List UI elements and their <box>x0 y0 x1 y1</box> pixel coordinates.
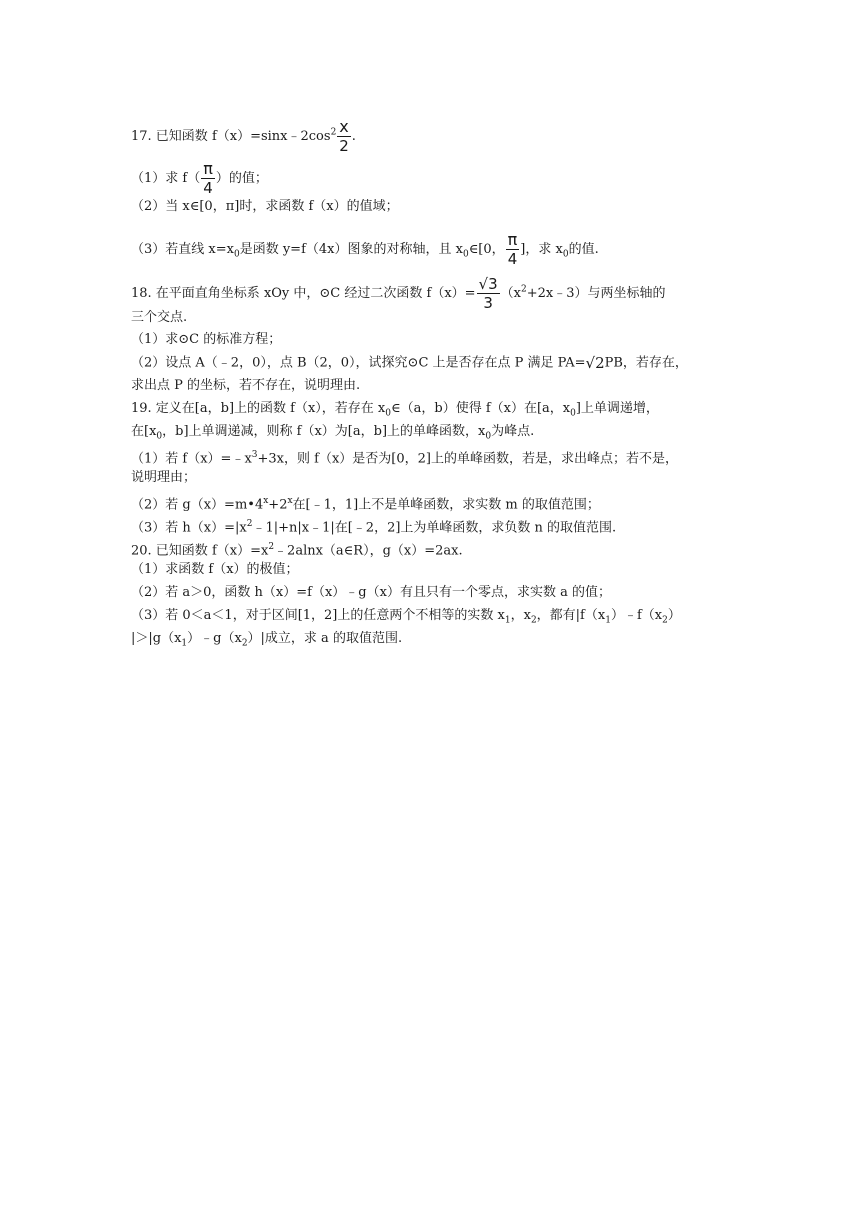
problem-20-part-3: （3）若 0＜a＜1，对于区间[1，2]上的任意两个不相等的实数 $x_1$，$x_2$，都有$|f(x_1)﹣f(x_2)$ <box>131 608 681 626</box>
fraction-pi-over-4: $\frac{\pi}{4}$ <box>507 230 518 268</box>
fraction-pi-over-4: $\frac{\pi}{4}$ <box>203 159 213 197</box>
problem-20-part-3-cont: $|>|g(x_1)﹣g(x_2)|$成立，求 a 的取值范围. <box>131 631 403 649</box>
problem-19-statement-cont: 在[$x_0$，b]上单调递减，则称 f（x）为[a，b]上的单峰函数，$x_0$为峰点. <box>131 424 535 442</box>
sqrt-2: √2 <box>585 354 605 372</box>
problem-18-statement: 18. 在平面直角坐标系 xOy 中，⊙C 经过二次函数 f（x）= $\frac{√3}{3}$ $(x^2+2x﹣3)$与两坐标轴的 <box>131 275 666 312</box>
problem-18-part-2-cont: 求出点 P 的坐标，若不存在，说明理由. <box>131 378 361 393</box>
problem-19-part-3: （3）若 $h(x)=|x^2﹣1|+n|x﹣1|$在[﹣2，2]上为单峰函数，求负数 n 的取值范围. <box>131 519 617 536</box>
problem-18-part-2: （2）设点 A（﹣2，0），点 B（2，0），试探究⊙C 上是否存在点 P 满足 PA=√2PB，若存在， <box>131 354 688 372</box>
fraction-x-over-2: $\frac{x}{2}$ <box>339 117 349 155</box>
problem-20-part-2: （2）若 a＞0，函数 h（x）=f（x）﹣g（x）有且只有一个零点，求实数 a 的值； <box>131 585 611 600</box>
problem-17-part-1: （1）求 f（ $\frac{\pi}{4}$ ）的值； <box>131 159 268 197</box>
problem-17-part-3: （3）若直线 $x=x_0$是函数 y=f（4x）图象的对称轴，且 $x_0\in[0$， $\frac{\pi}{4}$ ]，求 $x_0$的值. <box>131 230 599 268</box>
problem-20-statement: 20. 已知函数 $f(x)=x^2﹣2alnx(a\in R)$，g（x）=2ax. <box>131 542 463 559</box>
problem-18-part-1: （1）求⊙C 的标准方程； <box>131 332 282 347</box>
problem-17-part-2: （2）当 x∈[0，π]时，求函数 f（x）的值域； <box>131 199 399 214</box>
problem-19-part-1-cont: 说明理由； <box>131 470 197 485</box>
problem-20-part-1: （1）求函数 f（x）的极值； <box>131 562 299 577</box>
problem-18-statement-cont: 三个交点. <box>131 310 188 325</box>
fraction-sqrt3-over-3: $\frac{√3}{3}$ <box>478 275 498 312</box>
problem-17-statement: 17. 已知函数 $f(x)=\sin x﹣2\cos^2$ $\frac{x}{2}$ . <box>131 117 356 155</box>
problem-19-part-2: （2）若 $g(x)=m•4^x+2^x$在[﹣1，1]上不是单峰函数，求实数 m 的取值范围； <box>131 496 600 513</box>
problem-19-statement: 19. 定义在[a，b]上的函数 f（x），若存在 $x_0\in(a$，b）使得 f（x）在[a，$x_0$]上单调递增， <box>131 401 659 419</box>
problem-19-part-1: （1）若 $f(x)=﹣x^3+3x$，则 f（x）是否为[0，2]上的单峰函数，若是，求出峰点；若不是， <box>131 450 678 467</box>
